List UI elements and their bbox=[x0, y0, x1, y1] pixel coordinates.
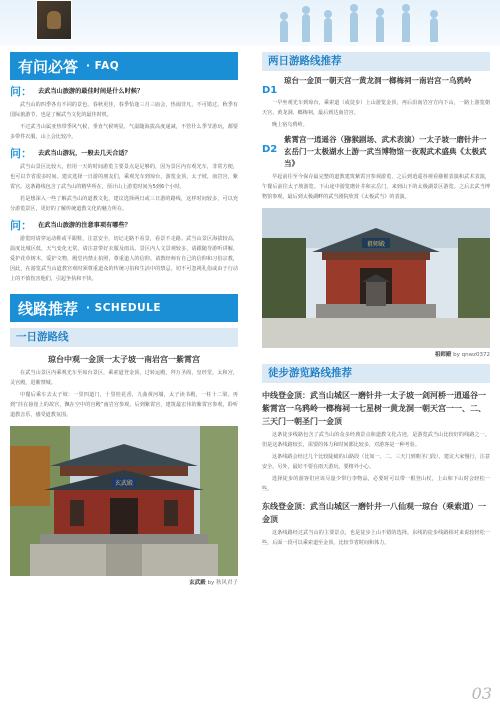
one-day-route: 琼台中观一金顶一太子坡一南岩宫一紫霄宫 bbox=[48, 355, 200, 364]
day-itinerary bbox=[262, 134, 490, 170]
question-mark-label: 问： bbox=[10, 85, 32, 98]
faq-answer: 若是想深入一些了解武当山的道教文化，建议选择两日或三日游的路线，这样时间较多，可以充分游览景区，更好的了解传统道教文化的魅力所在。 bbox=[10, 196, 238, 212]
zushi-hall-illustration bbox=[262, 208, 490, 348]
walking-description: 这条线路经过武当山的主要景点，也是徒步上山不错的选择。东线的徒步线路相对来说较轻松一些，后面一段可以乘索道至金顶，比较节省时间和体力。 bbox=[262, 530, 490, 546]
schedule-section-title bbox=[10, 294, 238, 322]
day-description: 早起前往至今保存最完整的道教建筑紫霄宫参观游览，之后到逍遥谷观看猕猴表演和武术表演，午餐后前往太子坡游览。下山途中游览磨针井和玄岳门，来到山下的太极湖景区游览。之后去武当博物馆参观，最后到太极湖畔的武当剧院欣赏《太极武当》的表演。 bbox=[262, 174, 490, 200]
walking-description: 这条线路会经过几个比较陡峭的山路段（比如一、二、三天门到朝圣门段），建议大家慢行，注意安全。另外，最好不要在雨天游玩，要格外小心。 bbox=[262, 454, 490, 470]
faq-answer: 不过武当山属亚热带季风气候，垂直气候明显，气温随海拔高度递减，不管什么季节游玩，都要多带件衣服，山上会比较冷。 bbox=[10, 124, 238, 140]
faq-question: 去武当山旅游的最佳时间是什么时候？ bbox=[38, 88, 144, 95]
header-photo bbox=[36, 0, 72, 40]
photo-caption-name: 祖师殿 bbox=[434, 352, 452, 358]
day-description: 一早坐观光车到琼台，乘索道（或徒步）上山游览金顶，再后沿南岩宫方向下山，一路上游览朝天宫、黄龙洞、榔梅祠，最后到达南岩宫。 bbox=[262, 100, 490, 116]
faq-title-zh: 有问必答 bbox=[18, 57, 79, 76]
two-day-route-title: 两日游路线推荐 bbox=[262, 52, 490, 71]
day-description: 晚上宿乌鸦岭。 bbox=[272, 122, 308, 128]
page-number: 03 bbox=[471, 684, 492, 703]
schedule-title-zh: 线路推荐 bbox=[18, 299, 79, 318]
faq-item bbox=[10, 220, 238, 284]
day-label: D2 bbox=[262, 144, 278, 155]
xuanwu-hall-photo bbox=[10, 426, 238, 576]
photo-caption-author: by 秋风君子 bbox=[207, 580, 238, 586]
walking-description: 选择徒步的游客们应该尽量少带行李物品，必要时可以带一根登山杖，上山和下山时会轻松一些。 bbox=[262, 476, 490, 492]
route-description: 在武当山景区内乘观光车至琼台景区，乘索道登金顶，过转运殿，拜万圣阁，皇经堂，太和宫，灵官殿，进紫禁城。 bbox=[10, 370, 238, 386]
faq-answer: 武当山景区比较大，但用一天的时间游览主要景点是足够的，因为景区内有观光车，非常方便，也可以节省很多时间。建议选择一日游的朋友们，乘观光车到琼台，游览金顶，太子坡，南岩宫，紫霄宫。这条路线包含了武当山的精华所在，预计山上游览时间为5到6个小时。 bbox=[10, 164, 238, 190]
faq-answer: 游览时请穿运动鞋或平跟鞋，注意安全，切记走路不看景，看景不走路。武当山景区海拔较高，温度比城区低，天气变化无常，请注意带好衣服及雨具。景区内人文景观较多，请跟随导游听讲解，爱护花草树木，爱护文物，殿堂内禁止拍照，尊重道人的信仰。请教经师有自己的信仰和习俗宗教，因此，在游览武当山道教宫观时须尊重道众的传统习俗和生活中的禁忌，切不可忽视礼俗或由于行动上的不慎伤害他们，引起争执和不快。 bbox=[10, 236, 238, 282]
walking-description: 这条徒步线路包含了武当山的众多经典景点和道教文化古迹，是游览武当山比较好的线路之一。但是这条线路较长，需要的体力和时间都比较多，对游客是一种考验。 bbox=[262, 432, 490, 448]
faq-section-title bbox=[10, 52, 238, 80]
photo-caption bbox=[262, 350, 490, 358]
one-day-route-title: 一日游路线 bbox=[10, 328, 238, 347]
day-route: 琼台一金顶一朝天宫一黄龙洞一榔梅祠一南岩宫一乌鸦岭 bbox=[284, 76, 472, 85]
faq-item bbox=[10, 148, 238, 214]
day-itinerary bbox=[262, 75, 490, 96]
faq-answer: 武当山的四季各有不同的景色。春秋更佳，春季恰逢三月三庙会，热闹非凡，不可错过。秋季有国际旅游节，也是了解武当文化的最佳时机。 bbox=[10, 102, 238, 118]
header-banner bbox=[0, 0, 500, 46]
faq-question: 去武当山游玩，一般去几天合适？ bbox=[38, 150, 131, 157]
hall-plaque: 玄武殿 bbox=[114, 480, 134, 487]
photo-caption-author: by qnwz0372 bbox=[453, 352, 490, 358]
hikers-silhouette bbox=[280, 4, 460, 42]
walking-route: 中线登金顶：武当山城区一磨针井一太子坡一剑河桥一逍遥谷一紫霄宫一乌鸦岭一榔梅祠一七星树一黄龙洞一朝天宫一一、二、三天门一朝圣门一金顶 bbox=[262, 391, 486, 426]
left-column bbox=[10, 52, 238, 586]
faq-item bbox=[10, 86, 238, 142]
photo-caption bbox=[10, 578, 238, 586]
photo-caption-name: 玄武殿 bbox=[189, 580, 206, 586]
hall-plaque: 祖师殿 bbox=[366, 241, 386, 248]
route-description: 中餐后乘车去太子坡：一里四道门，十里桂花香，九曲黄河墙，太子读书殿，一柱十二梁。再到“挂在悬崖上的故宫，飘在空中的宫殿”南岩宫参观。后到紫霄宫，建筑最宏伟的紫霄宫参观，聆听道教音乐，感受道教氛围。 bbox=[10, 392, 238, 418]
schedule-title-en: · SCHEDULE bbox=[86, 302, 161, 314]
day-label: D1 bbox=[262, 85, 278, 96]
zushi-hall-photo bbox=[262, 208, 490, 348]
faq-question: 在武当山旅游的注意事项有哪些？ bbox=[38, 222, 131, 229]
xuanwu-hall-illustration bbox=[10, 426, 238, 576]
right-column bbox=[262, 52, 490, 548]
day-route: 紫霄宫一逍遥谷（猕猴剧场、武术表演）一太子坡一磨针井一玄岳门一太极湖水上游一武当博物馆一夜观武术盛典《太极武当》 bbox=[284, 135, 487, 168]
walking-route: 东线登金顶：武当山城区一磨针井一八仙观一琼台（乘索道）一金顶 bbox=[262, 502, 486, 524]
faq-title-en: · FAQ bbox=[86, 60, 120, 72]
question-mark-label: 问： bbox=[10, 219, 32, 232]
walking-route-title: 徒步游览路线推荐 bbox=[262, 364, 490, 383]
question-mark-label: 问： bbox=[10, 147, 32, 160]
